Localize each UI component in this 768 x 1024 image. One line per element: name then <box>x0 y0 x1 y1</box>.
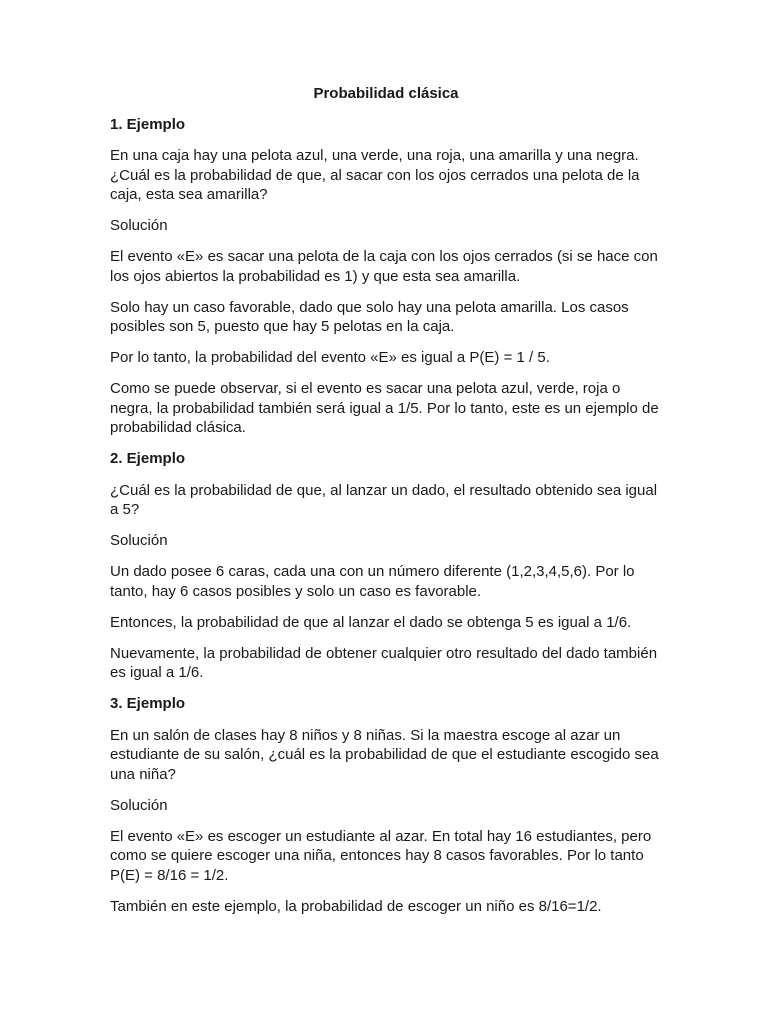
paragraph: En una caja hay una pelota azul, una verde, una roja, una amarilla y una negra. ¿Cuál es la probabilidad de que, al sacar con los ojos cerrados una pelota de la caja, esta sea amarilla? <box>110 147 640 203</box>
paragraph: Entonces, la probabilidad de que al lanzar el dado se obtenga 5 es igual a 1/6. <box>110 613 632 631</box>
document-title: Probabilidad clásica <box>313 85 459 102</box>
section-1 <box>110 115 662 438</box>
section-heading: 3. Ejemplo <box>110 695 186 712</box>
paragraph: Un dado posee 6 caras, cada una con un número diferente (1,2,3,4,5,6). Por lo tanto, hay 6 casos posibles y solo un caso es favorable. <box>110 563 635 600</box>
document-body <box>110 84 662 928</box>
paragraph: El evento «E» es sacar una pelota de la caja con los ojos cerrados (si se hace con los ojos abiertos la probabilidad es 1) y que esta sea amarilla. <box>110 248 658 285</box>
section-3 <box>110 694 662 916</box>
solution-label: Solución <box>110 796 168 814</box>
paragraph: También en este ejemplo, la probabilidad de escoger un niño es 8/16=1/2. <box>110 897 602 915</box>
paragraph: El evento «E» es escoger un estudiante al azar. En total hay 16 estudiantes, pero como se quiere escoger una niña, entonces hay 8 casos favorables. Por lo tanto P(E) = 8/16 = 1/2. <box>110 827 652 884</box>
paragraph: En un salón de clases hay 8 niños y 8 niñas. Si la maestra escoge al azar un estudiante de su salón, ¿cuál es la probabilidad de que el estudiante escogido sea una niña? <box>110 726 659 783</box>
section-heading: 2. Ejemplo <box>110 450 186 467</box>
section-2 <box>110 449 662 683</box>
solution-label: Solución <box>110 217 168 234</box>
section-heading: 1. Ejemplo <box>110 115 186 133</box>
paragraph: ¿Cuál es la probabilidad de que, al lanzar un dado, el resultado obtenido sea igual a 5? <box>110 481 658 518</box>
solution-label: Solución <box>110 532 168 549</box>
paragraph: Por lo tanto, la probabilidad del evento «E» es igual a P(E) = 1 / 5. <box>110 349 550 366</box>
paragraph: Nuevamente, la probabilidad de obtener cualquier otro resultado del dado también es igual a 1/6. <box>110 644 658 681</box>
paragraph: Solo hay un caso favorable, dado que solo hay una pelota amarilla. Los casos posibles son 5, puesto que hay 5 pelotas en la caja. <box>110 298 629 335</box>
paragraph: Como se puede observar, si el evento es sacar una pelota azul, verde, roja o negra, la probabilidad también será igual a 1/5. Por lo tanto, este es un ejemplo de probabilidad clásica. <box>110 380 659 436</box>
